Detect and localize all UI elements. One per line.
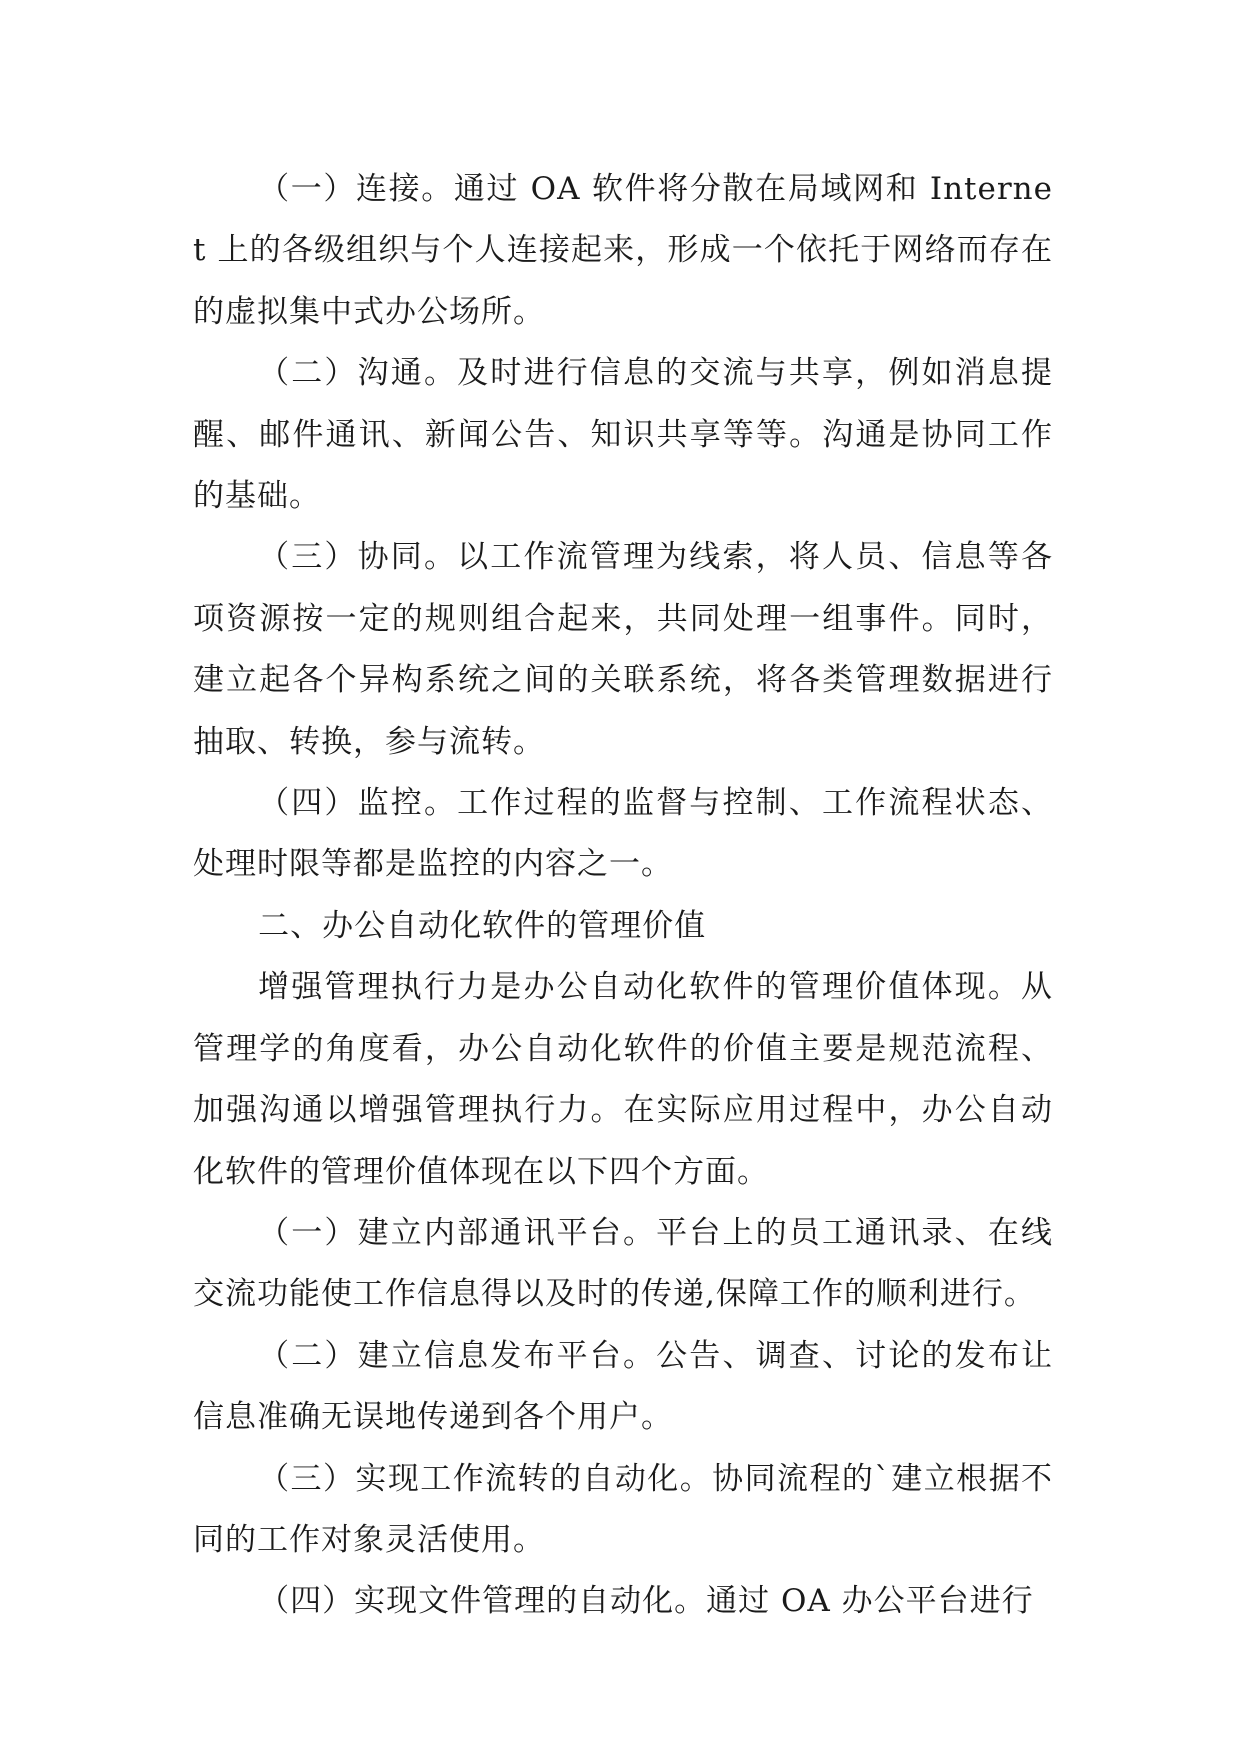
document-body (193, 159, 1053, 1633)
paragraph-workflow-automation: （三）实现工作流转的自动化。协同流程的`建立根据不同的工作对象灵活使用。 (193, 1460, 1053, 1558)
paragraph-file-management: （四）实现文件管理的自动化。通过 OA 办公平台进行 (258, 1583, 1034, 1620)
paragraph-internal-communication: （一）建立内部通讯平台。平台上的员工通讯录、在线交流功能使工作信息得以及时的传递,保障工作的顺利进行。 (193, 1214, 1053, 1313)
paragraph-information-publishing: （二）建立信息发布平台。公告、调查、讨论的发布让信息准确无误地传递到各个用户。 (193, 1337, 1053, 1436)
paragraph-management-value: 增强管理执行力是办公自动化软件的管理价值体现。从管理学的角度看，办公自动化软件的价值主要是规范流程、加强沟通以增强管理执行力。在实际应用过程中，办公自动化软件的管理价值体现在以下四个方面。 (193, 969, 1053, 1190)
paragraph-monitor: （四）监控。工作过程的监督与控制、工作流程状态、处理时限等都是监控的内容之一。 (193, 785, 1053, 883)
paragraph-connect: （一）连接。通过 OA 软件将分散在局域网和 Internet 上的各级组织与个人连接起来，形成一个依托于网络而存在的虚拟集中式办公场所。 (193, 171, 1053, 330)
paragraph-collaborate: （三）协同。以工作流管理为线索，将人员、信息等各项资源按一定的规则组合起来，共同处理一组事件。同时，建立起各个异构系统之间的关联系统，将各类管理数据进行抽取、转换，参与流转。 (193, 539, 1053, 760)
section-heading: 二、办公自动化软件的管理价值 (258, 907, 707, 944)
paragraph-communicate: （二）沟通。及时进行信息的交流与共享，例如消息提醒、邮件通讯、新闻公告、知识共享等等。沟通是协同工作的基础。 (193, 355, 1053, 515)
